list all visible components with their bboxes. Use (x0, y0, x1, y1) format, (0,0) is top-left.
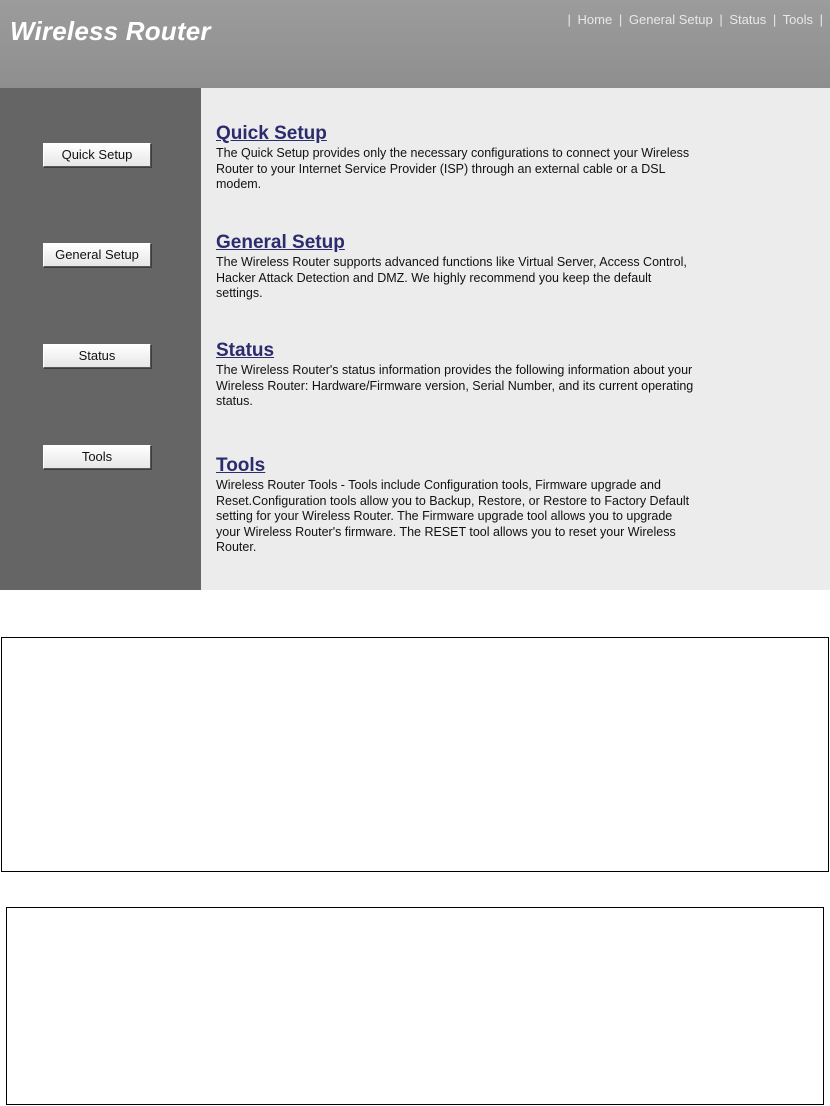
quick-setup-section (216, 122, 696, 193)
tools-section (216, 454, 696, 556)
tools-button[interactable]: Tools (43, 445, 151, 469)
empty-bordered-box (1, 637, 829, 872)
page-title: Wireless Router (10, 16, 211, 46)
quick-setup-button[interactable]: Quick Setup (43, 143, 151, 167)
tools-description: Wireless Router Tools - Tools include Configuration tools, Firmware upgrade and Reset.Configuration tools allow you to Backup, Restore, or Restore to Factory Default setting for your Wireless Router. The Firmware upgrade tool allows you to upgrade your Wireless Router's firmware. The RESET tool allows you to reset your Wireless Router. (216, 478, 690, 554)
header-bar (0, 0, 830, 88)
status-button[interactable]: Status (43, 344, 151, 368)
tools-heading[interactable]: Tools (216, 455, 266, 476)
status-description: The Wireless Router's status information provides the following information about your Wireless Router: Hardware/Firmware version, Serial Number, and its current operating status. (216, 363, 694, 408)
top-nav: | Home | General Setup | Status | Tools | (567, 12, 823, 27)
status-section (216, 339, 696, 410)
general-setup-button[interactable]: General Setup (43, 243, 151, 267)
general-setup-section (216, 231, 696, 302)
quick-setup-description: The Quick Setup provides only the necessary configurations to connect your Wireless Router to your Internet Service Provider (ISP) through an external cable or a DSL modem. (216, 146, 690, 191)
status-heading[interactable]: Status (216, 340, 275, 361)
general-setup-heading[interactable]: General Setup (216, 232, 345, 253)
nav-link-tools[interactable]: Tools (782, 12, 813, 27)
nav-link-status[interactable]: Status (729, 12, 767, 27)
quick-setup-heading[interactable]: Quick Setup (216, 123, 327, 144)
empty-bordered-box (6, 907, 824, 1105)
nav-link-home[interactable]: Home (577, 12, 613, 27)
general-setup-description: The Wireless Router supports advanced functions like Virtual Server, Access Control, Hacker Attack Detection and DMZ. We highly recommend you keep the default settings. (216, 255, 687, 300)
nav-link-general-setup[interactable]: General Setup (628, 12, 713, 27)
